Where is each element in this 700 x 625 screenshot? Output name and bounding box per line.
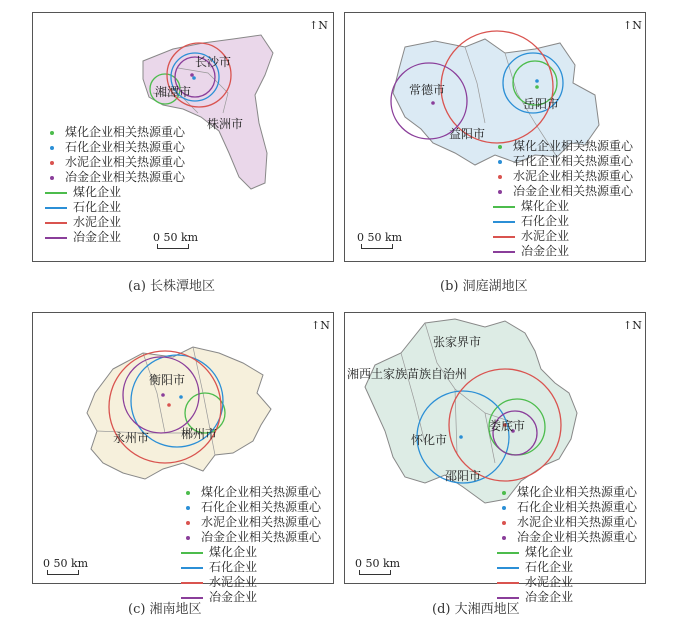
city-label: 常德市: [409, 83, 446, 97]
city-label: 张家界市: [433, 335, 482, 349]
panel-a: [32, 12, 334, 262]
north-arrow: ↑N: [623, 319, 642, 332]
city-label: 益阳市: [449, 127, 486, 141]
scale-bar: 0 50 km: [43, 557, 88, 575]
panel-d: [344, 312, 646, 604]
caption-b: (b) 洞庭湖地区: [440, 279, 528, 294]
city-label: 湘西土家族苗族自治州: [347, 367, 468, 381]
city-label: 娄底市: [489, 419, 526, 433]
panel-b: [344, 12, 646, 262]
legend-c: 煤化企业相关热源重心 石化企业相关热源重心 水泥企业相关热源重心 冶金企业相关热源重心 煤化企业 石化企业 水泥企业 冶金企业: [181, 485, 321, 605]
north-arrow: ↑N: [623, 19, 642, 32]
scale-bar: 0 50 km: [357, 231, 402, 249]
city-label: 株洲市: [207, 117, 244, 131]
legend-d: 煤化企业相关热源重心 石化企业相关热源重心 水泥企业相关热源重心 冶金企业相关热源重心 煤化企业 石化企业 水泥企业 冶金企业: [497, 485, 637, 605]
caption-a: (a) 长株潭地区: [128, 279, 216, 294]
legend-b: 煤化企业相关热源重心 石化企业相关热源重心 水泥企业相关热源重心 冶金企业相关热源重心 煤化企业 石化企业 水泥企业 冶金企业: [493, 139, 633, 259]
city-label: 岳阳市: [523, 97, 560, 111]
legend-a: 煤化企业相关热源重心 石化企业相关热源重心 水泥企业相关热源重心 冶金企业相关热源重心 煤化企业 石化企业 水泥企业 冶金企业: [45, 125, 185, 245]
city-label: 湘潭市: [155, 85, 192, 99]
panel-c: [32, 312, 334, 604]
city-label: 郴州市: [181, 427, 218, 441]
region-xiangnan: [87, 347, 271, 479]
city-label: 邵阳市: [445, 469, 482, 483]
city-label: 长沙市: [195, 55, 232, 69]
north-arrow: ↑N: [309, 19, 328, 32]
city-label: 衡阳市: [149, 373, 186, 387]
caption-c: (c) 湘南地区: [128, 602, 202, 617]
north-arrow: ↑N: [311, 319, 330, 332]
city-label: 永州市: [113, 431, 150, 445]
scale-bar: 0 50 km: [355, 557, 400, 575]
caption-d: (d) 大湘西地区: [432, 602, 520, 617]
scale-bar: 0 50 km: [153, 231, 198, 249]
city-label: 怀化市: [411, 433, 448, 447]
